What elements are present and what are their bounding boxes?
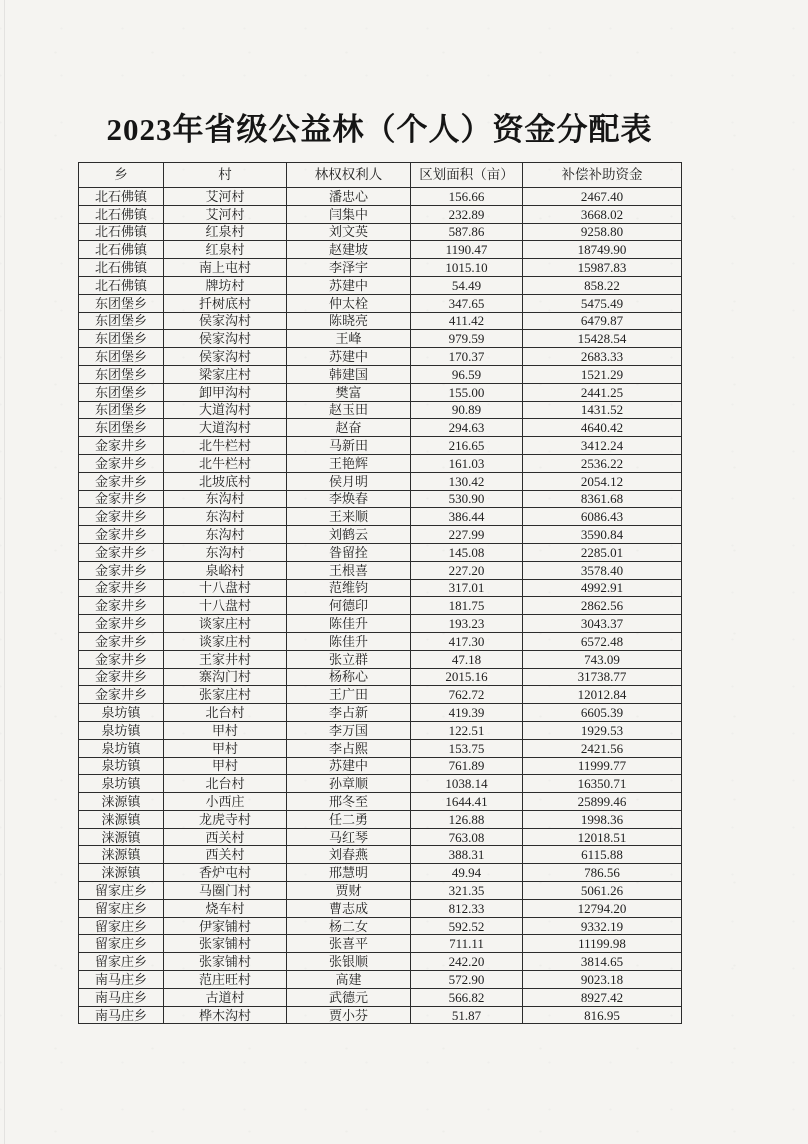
column-header: 区划面积（亩） <box>411 163 523 188</box>
fund-cell: 2467.40 <box>523 188 682 206</box>
township-cell: 涞源镇 <box>79 810 164 828</box>
table-row <box>79 1006 682 1024</box>
table-row <box>79 864 682 882</box>
fund-cell: 1521.29 <box>523 365 682 383</box>
area-cell: 126.88 <box>411 810 523 828</box>
area-cell: 587.86 <box>411 223 523 241</box>
table-body <box>79 188 682 1024</box>
table-row <box>79 383 682 401</box>
fund-cell: 9332.19 <box>523 917 682 935</box>
fund-cell: 18749.90 <box>523 241 682 259</box>
village-cell: 马圈门村 <box>164 882 287 900</box>
table-row <box>79 579 682 597</box>
rights-holder-cell: 韩建国 <box>287 365 411 383</box>
fund-cell: 2683.33 <box>523 348 682 366</box>
village-cell: 卸甲沟村 <box>164 383 287 401</box>
village-cell: 王家井村 <box>164 650 287 668</box>
rights-holder-cell: 王根喜 <box>287 561 411 579</box>
rights-holder-cell: 张立群 <box>287 650 411 668</box>
rights-holder-cell: 范维钧 <box>287 579 411 597</box>
table-row <box>79 294 682 312</box>
area-cell: 530.90 <box>411 490 523 508</box>
township-cell: 泉坊镇 <box>79 721 164 739</box>
township-cell: 金家井乡 <box>79 508 164 526</box>
village-cell: 范庄旺村 <box>164 971 287 989</box>
rights-holder-cell: 侯月明 <box>287 472 411 490</box>
fund-cell: 2285.01 <box>523 543 682 561</box>
area-cell: 54.49 <box>411 276 523 294</box>
township-cell: 金家井乡 <box>79 543 164 561</box>
area-cell: 763.08 <box>411 828 523 846</box>
area-cell: 153.75 <box>411 739 523 757</box>
rights-holder-cell: 李占熙 <box>287 739 411 757</box>
fund-cell: 3043.37 <box>523 615 682 633</box>
township-cell: 东团堡乡 <box>79 365 164 383</box>
table-row <box>79 508 682 526</box>
rights-holder-cell: 曹志成 <box>287 899 411 917</box>
fund-cell: 858.22 <box>523 276 682 294</box>
area-cell: 193.23 <box>411 615 523 633</box>
table-row <box>79 704 682 722</box>
township-cell: 东团堡乡 <box>79 419 164 437</box>
fund-cell: 1929.53 <box>523 721 682 739</box>
township-cell: 东团堡乡 <box>79 294 164 312</box>
rights-holder-cell: 苏建中 <box>287 348 411 366</box>
fund-cell: 4640.42 <box>523 419 682 437</box>
table-row <box>79 241 682 259</box>
fund-cell: 816.95 <box>523 1006 682 1024</box>
area-cell: 417.30 <box>411 632 523 650</box>
fund-cell: 5475.49 <box>523 294 682 312</box>
area-cell: 317.01 <box>411 579 523 597</box>
table-row <box>79 330 682 348</box>
village-cell: 甲村 <box>164 739 287 757</box>
rights-holder-cell: 张喜平 <box>287 935 411 953</box>
area-cell: 145.08 <box>411 543 523 561</box>
fund-cell: 12012.84 <box>523 686 682 704</box>
village-cell: 东沟村 <box>164 543 287 561</box>
area-cell: 1015.10 <box>411 259 523 277</box>
township-cell: 金家井乡 <box>79 490 164 508</box>
table-row <box>79 597 682 615</box>
area-cell: 566.82 <box>411 988 523 1006</box>
village-cell: 谈家庄村 <box>164 632 287 650</box>
township-cell: 金家井乡 <box>79 579 164 597</box>
area-cell: 762.72 <box>411 686 523 704</box>
village-cell: 东沟村 <box>164 508 287 526</box>
fund-cell: 2862.56 <box>523 597 682 615</box>
township-cell: 北石佛镇 <box>79 223 164 241</box>
table-row <box>79 312 682 330</box>
area-cell: 572.90 <box>411 971 523 989</box>
fund-cell: 3590.84 <box>523 526 682 544</box>
table-row <box>79 686 682 704</box>
table-row <box>79 276 682 294</box>
table-row <box>79 365 682 383</box>
township-cell: 留家庄乡 <box>79 882 164 900</box>
table-row <box>79 205 682 223</box>
fund-cell: 3578.40 <box>523 561 682 579</box>
area-cell: 386.44 <box>411 508 523 526</box>
township-cell: 留家庄乡 <box>79 935 164 953</box>
township-cell: 留家庄乡 <box>79 899 164 917</box>
fund-cell: 4992.91 <box>523 579 682 597</box>
rights-holder-cell: 昝留拴 <box>287 543 411 561</box>
township-cell: 泉坊镇 <box>79 739 164 757</box>
village-cell: 东沟村 <box>164 490 287 508</box>
rights-holder-cell: 樊富 <box>287 383 411 401</box>
township-cell: 南马庄乡 <box>79 1006 164 1024</box>
table-row <box>79 615 682 633</box>
fund-cell: 9258.80 <box>523 223 682 241</box>
fund-cell: 6115.88 <box>523 846 682 864</box>
area-cell: 170.37 <box>411 348 523 366</box>
table-row <box>79 223 682 241</box>
village-cell: 南上屯村 <box>164 259 287 277</box>
fund-cell: 743.09 <box>523 650 682 668</box>
area-cell: 1644.41 <box>411 793 523 811</box>
township-cell: 留家庄乡 <box>79 917 164 935</box>
fund-cell: 3814.65 <box>523 953 682 971</box>
township-cell: 北石佛镇 <box>79 241 164 259</box>
village-cell: 大道沟村 <box>164 419 287 437</box>
rights-holder-cell: 陈佳升 <box>287 632 411 650</box>
rights-holder-cell: 赵奋 <box>287 419 411 437</box>
village-cell: 谈家庄村 <box>164 615 287 633</box>
rights-holder-cell: 刘春燕 <box>287 846 411 864</box>
area-cell: 321.35 <box>411 882 523 900</box>
fund-cell: 11999.77 <box>523 757 682 775</box>
village-cell: 香炉屯村 <box>164 864 287 882</box>
area-cell: 49.94 <box>411 864 523 882</box>
township-cell: 东团堡乡 <box>79 312 164 330</box>
fund-cell: 1998.36 <box>523 810 682 828</box>
area-cell: 1190.47 <box>411 241 523 259</box>
township-cell: 留家庄乡 <box>79 953 164 971</box>
village-cell: 红泉村 <box>164 241 287 259</box>
township-cell: 东团堡乡 <box>79 330 164 348</box>
village-cell: 扦树底村 <box>164 294 287 312</box>
area-cell: 181.75 <box>411 597 523 615</box>
rights-holder-cell: 李泽宇 <box>287 259 411 277</box>
township-cell: 北石佛镇 <box>79 205 164 223</box>
rights-holder-cell: 赵玉田 <box>287 401 411 419</box>
village-cell: 伊家铺村 <box>164 917 287 935</box>
village-cell: 十八盘村 <box>164 579 287 597</box>
village-cell: 北台村 <box>164 775 287 793</box>
table-row <box>79 935 682 953</box>
table-row <box>79 793 682 811</box>
village-cell: 张家铺村 <box>164 953 287 971</box>
fund-cell: 2054.12 <box>523 472 682 490</box>
rights-holder-cell: 刘文英 <box>287 223 411 241</box>
township-cell: 金家井乡 <box>79 597 164 615</box>
table-row <box>79 899 682 917</box>
rights-holder-cell: 高建 <box>287 971 411 989</box>
table-row <box>79 828 682 846</box>
rights-holder-cell: 马红琴 <box>287 828 411 846</box>
fund-cell: 1431.52 <box>523 401 682 419</box>
column-header: 林权权利人 <box>287 163 411 188</box>
fund-cell: 8927.42 <box>523 988 682 1006</box>
township-cell: 北石佛镇 <box>79 276 164 294</box>
village-cell: 泉峪村 <box>164 561 287 579</box>
rights-holder-cell: 王广田 <box>287 686 411 704</box>
township-cell: 金家井乡 <box>79 454 164 472</box>
township-cell: 北石佛镇 <box>79 188 164 206</box>
fund-cell: 25899.46 <box>523 793 682 811</box>
fund-cell: 15428.54 <box>523 330 682 348</box>
township-cell: 金家井乡 <box>79 668 164 686</box>
area-cell: 96.59 <box>411 365 523 383</box>
township-cell: 泉坊镇 <box>79 704 164 722</box>
table-row <box>79 775 682 793</box>
table-row <box>79 419 682 437</box>
fund-cell: 6572.48 <box>523 632 682 650</box>
fund-cell: 15987.83 <box>523 259 682 277</box>
rights-holder-cell: 李焕春 <box>287 490 411 508</box>
rights-holder-cell: 邢冬至 <box>287 793 411 811</box>
village-cell: 侯家沟村 <box>164 348 287 366</box>
village-cell: 西关村 <box>164 828 287 846</box>
rights-holder-cell: 苏建中 <box>287 757 411 775</box>
table-row <box>79 259 682 277</box>
township-cell: 金家井乡 <box>79 437 164 455</box>
table-row <box>79 561 682 579</box>
rights-holder-cell: 苏建中 <box>287 276 411 294</box>
township-cell: 南马庄乡 <box>79 988 164 1006</box>
table-row <box>79 668 682 686</box>
village-cell: 梁家庄村 <box>164 365 287 383</box>
fund-cell: 2421.56 <box>523 739 682 757</box>
area-cell: 347.65 <box>411 294 523 312</box>
township-cell: 泉坊镇 <box>79 775 164 793</box>
rights-holder-cell: 仲太栓 <box>287 294 411 312</box>
table-row <box>79 472 682 490</box>
rights-holder-cell: 赵建坡 <box>287 241 411 259</box>
village-cell: 小西庄 <box>164 793 287 811</box>
table-row <box>79 543 682 561</box>
fund-cell: 16350.71 <box>523 775 682 793</box>
column-header: 乡 <box>79 163 164 188</box>
village-cell: 东沟村 <box>164 526 287 544</box>
table-row <box>79 348 682 366</box>
township-cell: 涞源镇 <box>79 793 164 811</box>
village-cell: 大道沟村 <box>164 401 287 419</box>
township-cell: 北石佛镇 <box>79 259 164 277</box>
table-row <box>79 188 682 206</box>
area-cell: 1038.14 <box>411 775 523 793</box>
fund-cell: 6086.43 <box>523 508 682 526</box>
area-cell: 411.42 <box>411 312 523 330</box>
area-cell: 90.89 <box>411 401 523 419</box>
area-cell: 761.89 <box>411 757 523 775</box>
township-cell: 涞源镇 <box>79 846 164 864</box>
table-row <box>79 401 682 419</box>
fund-cell: 11199.98 <box>523 935 682 953</box>
fund-cell: 5061.26 <box>523 882 682 900</box>
column-header: 村 <box>164 163 287 188</box>
fund-cell: 2536.22 <box>523 454 682 472</box>
township-cell: 金家井乡 <box>79 650 164 668</box>
township-cell: 金家井乡 <box>79 472 164 490</box>
rights-holder-cell: 杨二女 <box>287 917 411 935</box>
area-cell: 592.52 <box>411 917 523 935</box>
village-cell: 北牛栏村 <box>164 454 287 472</box>
village-cell: 西关村 <box>164 846 287 864</box>
fund-cell: 12018.51 <box>523 828 682 846</box>
rights-holder-cell: 刘鹤云 <box>287 526 411 544</box>
township-cell: 金家井乡 <box>79 686 164 704</box>
village-cell: 侯家沟村 <box>164 312 287 330</box>
table-row <box>79 632 682 650</box>
village-cell: 龙虎寺村 <box>164 810 287 828</box>
fund-cell: 786.56 <box>523 864 682 882</box>
rights-holder-cell: 马新田 <box>287 437 411 455</box>
area-cell: 227.99 <box>411 526 523 544</box>
village-cell: 张家庄村 <box>164 686 287 704</box>
area-cell: 156.66 <box>411 188 523 206</box>
fund-cell: 12794.20 <box>523 899 682 917</box>
village-cell: 甲村 <box>164 721 287 739</box>
area-cell: 130.42 <box>411 472 523 490</box>
village-cell: 北牛栏村 <box>164 437 287 455</box>
township-cell: 金家井乡 <box>79 526 164 544</box>
table-row <box>79 953 682 971</box>
page-title: 2023年省级公益林（个人）资金分配表 <box>106 112 653 147</box>
village-cell: 北台村 <box>164 704 287 722</box>
area-cell: 122.51 <box>411 721 523 739</box>
rights-holder-cell: 武德元 <box>287 988 411 1006</box>
fund-cell: 3668.02 <box>523 205 682 223</box>
township-cell: 金家井乡 <box>79 615 164 633</box>
table-row <box>79 437 682 455</box>
fund-cell: 3412.24 <box>523 437 682 455</box>
township-cell: 金家井乡 <box>79 632 164 650</box>
allocation-table <box>78 162 682 1024</box>
table-row <box>79 739 682 757</box>
table-row <box>79 882 682 900</box>
fund-cell: 2441.25 <box>523 383 682 401</box>
table-row <box>79 757 682 775</box>
table-row <box>79 917 682 935</box>
area-cell: 812.33 <box>411 899 523 917</box>
table-row <box>79 810 682 828</box>
township-cell: 东团堡乡 <box>79 401 164 419</box>
village-cell: 寨沟门村 <box>164 668 287 686</box>
township-cell: 金家井乡 <box>79 561 164 579</box>
rights-holder-cell: 陈佳升 <box>287 615 411 633</box>
rights-holder-cell: 杨称心 <box>287 668 411 686</box>
column-header: 补偿补助资金 <box>523 163 682 188</box>
village-cell: 古道村 <box>164 988 287 1006</box>
fund-cell: 8361.68 <box>523 490 682 508</box>
table-row <box>79 526 682 544</box>
table-row <box>79 988 682 1006</box>
area-cell: 711.11 <box>411 935 523 953</box>
township-cell: 东团堡乡 <box>79 383 164 401</box>
scan-edge-artifact <box>4 0 5 1144</box>
rights-holder-cell: 陈晓亮 <box>287 312 411 330</box>
village-cell: 甲村 <box>164 757 287 775</box>
fund-cell: 6479.87 <box>523 312 682 330</box>
rights-holder-cell: 王艳辉 <box>287 454 411 472</box>
rights-holder-cell: 贾财 <box>287 882 411 900</box>
fund-cell: 6605.39 <box>523 704 682 722</box>
table-row <box>79 650 682 668</box>
table-row <box>79 721 682 739</box>
village-cell: 张家铺村 <box>164 935 287 953</box>
rights-holder-cell: 任二勇 <box>287 810 411 828</box>
rights-holder-cell: 潘忠心 <box>287 188 411 206</box>
village-cell: 烧车村 <box>164 899 287 917</box>
rights-holder-cell: 孙章顺 <box>287 775 411 793</box>
area-cell: 2015.16 <box>411 668 523 686</box>
table-row <box>79 490 682 508</box>
township-cell: 涞源镇 <box>79 864 164 882</box>
township-cell: 南马庄乡 <box>79 971 164 989</box>
area-cell: 161.03 <box>411 454 523 472</box>
area-cell: 232.89 <box>411 205 523 223</box>
village-cell: 牌坊村 <box>164 276 287 294</box>
village-cell: 艾河村 <box>164 205 287 223</box>
area-cell: 388.31 <box>411 846 523 864</box>
village-cell: 桦木沟村 <box>164 1006 287 1024</box>
rights-holder-cell: 邢慧明 <box>287 864 411 882</box>
village-cell: 艾河村 <box>164 188 287 206</box>
area-cell: 155.00 <box>411 383 523 401</box>
rights-holder-cell: 王峰 <box>287 330 411 348</box>
rights-holder-cell: 贾小芬 <box>287 1006 411 1024</box>
village-cell: 红泉村 <box>164 223 287 241</box>
area-cell: 47.18 <box>411 650 523 668</box>
township-cell: 涞源镇 <box>79 828 164 846</box>
fund-cell: 9023.18 <box>523 971 682 989</box>
village-cell: 侯家沟村 <box>164 330 287 348</box>
rights-holder-cell: 王来顺 <box>287 508 411 526</box>
fund-cell: 31738.77 <box>523 668 682 686</box>
table-row <box>79 846 682 864</box>
area-cell: 979.59 <box>411 330 523 348</box>
rights-holder-cell: 李占新 <box>287 704 411 722</box>
township-cell: 东团堡乡 <box>79 348 164 366</box>
rights-holder-cell: 闫集中 <box>287 205 411 223</box>
area-cell: 242.20 <box>411 953 523 971</box>
village-cell: 十八盘村 <box>164 597 287 615</box>
table-row <box>79 454 682 472</box>
area-cell: 227.20 <box>411 561 523 579</box>
village-cell: 北坡底村 <box>164 472 287 490</box>
township-cell: 泉坊镇 <box>79 757 164 775</box>
area-cell: 294.63 <box>411 419 523 437</box>
rights-holder-cell: 何德印 <box>287 597 411 615</box>
rights-holder-cell: 张银顺 <box>287 953 411 971</box>
table-header-row <box>79 163 682 188</box>
rights-holder-cell: 李万国 <box>287 721 411 739</box>
area-cell: 419.39 <box>411 704 523 722</box>
area-cell: 216.65 <box>411 437 523 455</box>
table-row <box>79 971 682 989</box>
area-cell: 51.87 <box>411 1006 523 1024</box>
